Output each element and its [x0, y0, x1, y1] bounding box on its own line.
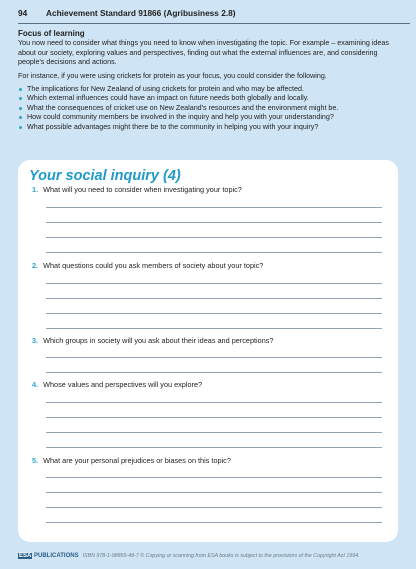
- copyright-notice: ISBN 978-1-98855-48-7 © Copying or scanning from ESA books is subject to the provisions of the Copyright Act 1994.: [82, 553, 360, 559]
- answer-line[interactable]: [46, 417, 382, 418]
- question-4: 4. Whose values and perspectives will you explore?: [32, 380, 203, 389]
- answer-line[interactable]: [46, 313, 382, 314]
- answer-line[interactable]: [46, 432, 382, 433]
- answer-line[interactable]: [46, 507, 382, 508]
- bullet-dot-icon: [19, 97, 22, 100]
- focus-bullet: What the consequences of cricket use on New Zealand's resources and the environment might be.: [18, 104, 402, 113]
- focus-bullet: How could community members be involved in the inquiry and help you with your understanding?: [18, 113, 402, 122]
- page-header: [18, 8, 410, 24]
- question-3: 3. Which groups in society will you ask about their ideas and perceptions?: [32, 336, 274, 345]
- answer-line[interactable]: [46, 222, 382, 223]
- focus-bullet: The implications for New Zealand of using crickets for protein and who may be affected.: [18, 85, 402, 94]
- esa-publications-logo: ESA PUBLICATIONS: [19, 553, 79, 559]
- question-5: 5. What are your personal prejudices or biases on this topic?: [32, 456, 231, 465]
- page-number: 94: [18, 8, 28, 18]
- question-1: 1. What will you need to consider when investigating your topic?: [32, 185, 242, 194]
- focus-bullet-list: [18, 85, 402, 132]
- focus-bullet: What possible advantages might there be to the community in helping you with your inquiry?: [18, 123, 402, 132]
- answer-line[interactable]: [46, 298, 382, 299]
- answer-line[interactable]: [46, 252, 382, 253]
- inquiry-title: Your social inquiry (4): [29, 168, 181, 184]
- answer-line[interactable]: [46, 477, 382, 478]
- focus-bullet: Which external influences could have an impact on future needs both globally and locally.: [18, 94, 402, 103]
- answer-line[interactable]: [46, 492, 382, 493]
- answer-line[interactable]: [46, 328, 382, 329]
- answer-line[interactable]: [46, 522, 382, 523]
- bullet-dot-icon: [19, 107, 22, 110]
- answer-line[interactable]: [46, 283, 382, 284]
- focus-instance: For instance, if you were using crickets for protein as your focus, you could consider the following.: [18, 71, 327, 80]
- focus-intro: You now need to consider what things you need to know when investigating the topic. For example – examining ideas about our society, exploring values and perspectives, finding out what the external influences are, and considering people's decisions and actions.: [18, 39, 389, 67]
- answer-line[interactable]: [46, 207, 382, 208]
- bullet-dot-icon: [19, 126, 22, 129]
- page-footer: [18, 553, 410, 559]
- bullet-dot-icon: [19, 116, 22, 119]
- social-inquiry-card: [18, 160, 398, 542]
- bullet-dot-icon: [19, 88, 22, 91]
- answer-line[interactable]: [46, 357, 382, 358]
- focus-heading: Focus of learning: [18, 29, 85, 38]
- answer-line[interactable]: [46, 447, 382, 448]
- page-header-title: Achievement Standard 91866 (Agribusiness 2.8): [46, 8, 236, 18]
- answer-line[interactable]: [46, 402, 382, 403]
- answer-line[interactable]: [46, 237, 382, 238]
- focus-of-learning-section: [18, 29, 402, 132]
- question-2: 2. What questions could you ask members of society about your topic?: [32, 261, 264, 270]
- answer-line[interactable]: [46, 372, 382, 373]
